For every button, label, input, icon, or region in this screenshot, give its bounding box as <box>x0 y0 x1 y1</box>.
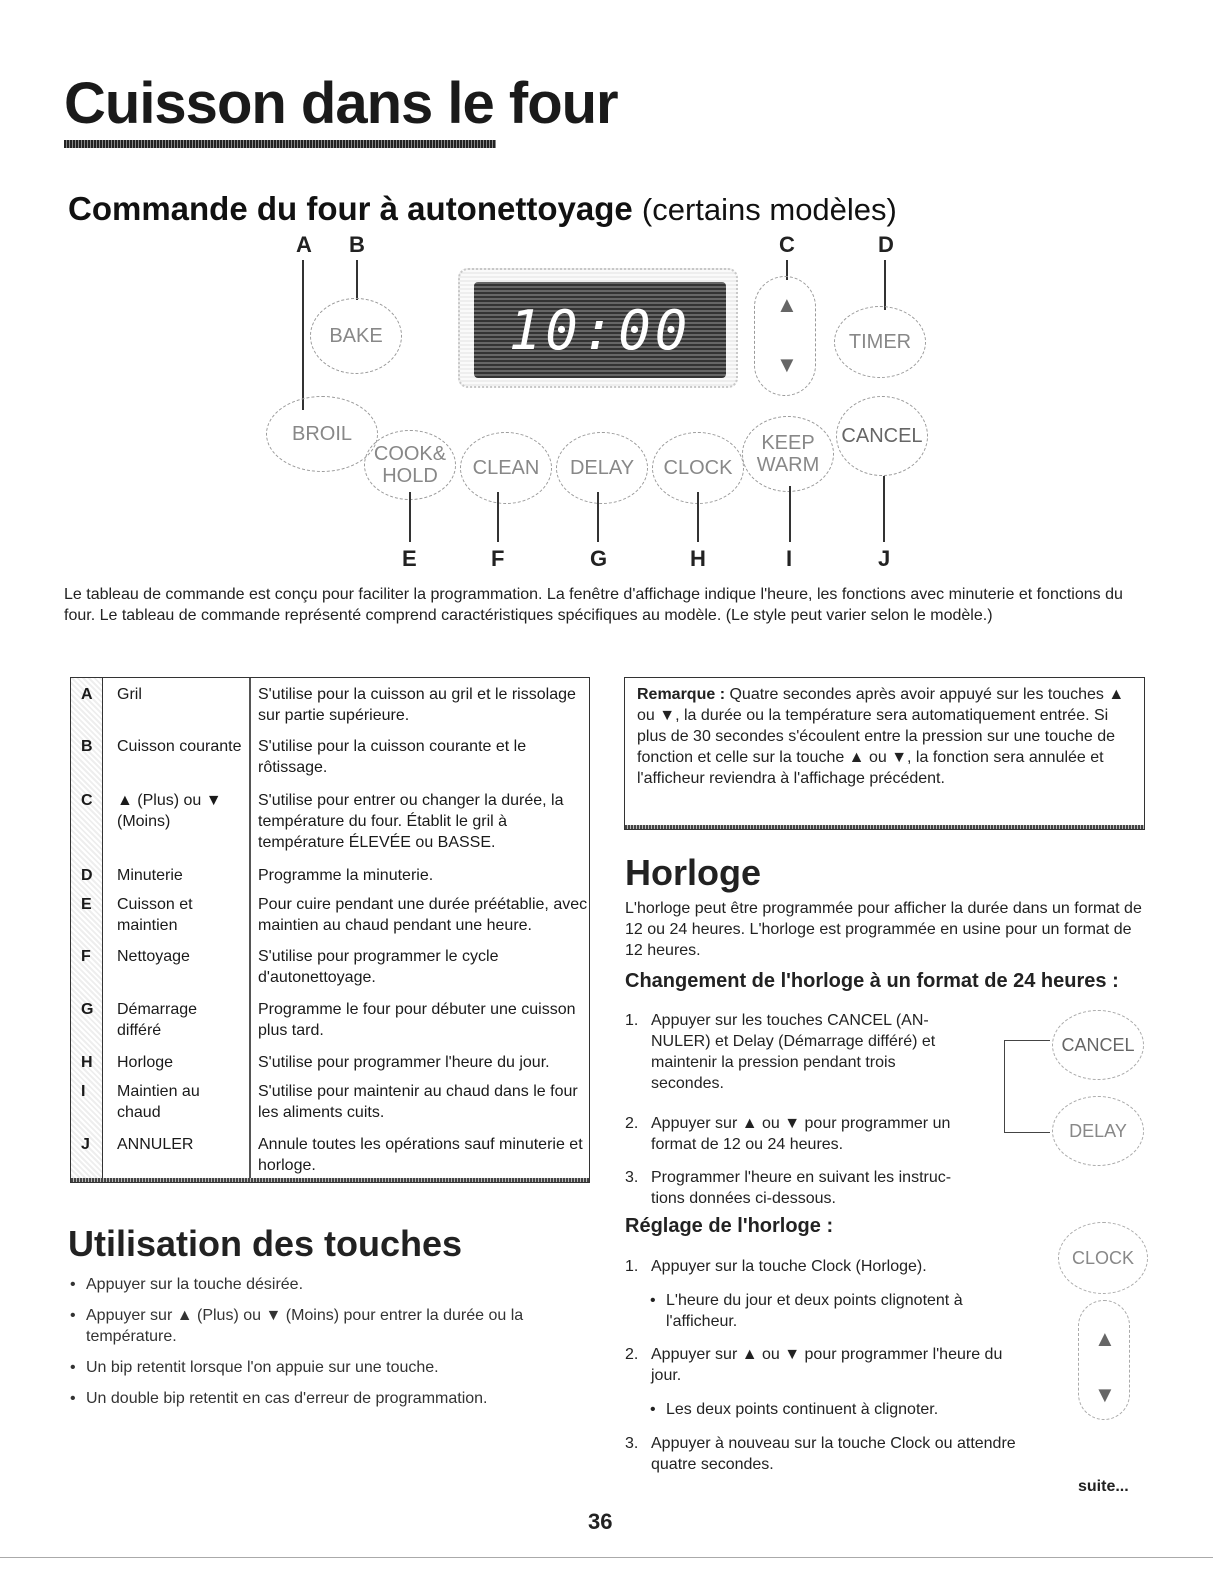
continued-label: suite... <box>1078 1478 1129 1495</box>
control-panel-diagram <box>0 0 1213 580</box>
step-text: Appuyer sur ▲ ou ▼ pour programmer l'heure du jour. <box>651 1346 1003 1384</box>
cook-hold-button <box>364 430 456 500</box>
label-e: E <box>402 546 417 571</box>
change-format-heading: Changement de l'horloge à un format de 24 heures : <box>625 970 1119 992</box>
step-number: 2. <box>625 1115 639 1132</box>
step-number: 3. <box>625 1435 639 1452</box>
step-bullet: • <box>650 1292 656 1309</box>
row-desc: Annule toutes les opérations sauf minuterie et horloge. <box>258 1136 583 1174</box>
step-text: L'heure du jour et deux points clignotent à l'afficheur. <box>666 1292 963 1330</box>
label-b: B <box>349 232 365 257</box>
step-number: 1. <box>625 1012 639 1029</box>
row-name: Démarrage différé <box>117 1001 198 1039</box>
cancel-button: CANCEL <box>836 396 928 476</box>
step-number: 1. <box>625 1258 639 1275</box>
list-item: • Un bip retentit lorsque l'on appuie sur une touche. <box>70 1357 570 1378</box>
row-name: Gril <box>117 686 142 703</box>
row-desc: Programme le four pour débuter une cuisson plus tard. <box>258 1001 576 1039</box>
row-desc: S'utilise pour programmer l'heure du jour. <box>258 1054 550 1071</box>
cook-hold-line-1: COOK& <box>373 443 447 465</box>
label-f: F <box>491 546 505 571</box>
key-table-divider <box>249 678 251 1182</box>
row-name: Cuisson et maintien <box>117 896 193 934</box>
note-text: Quatre secondes après avoir appuyé sur les touches ▲ ou ▼, la durée ou la température sera automatiquement entrée. Si plus de 30 secondes s'écoulent entre la pression sur une touche de fonction et celle sur la touche ▲ ou ▼, la fonction sera annulée et l'afficheur reviendra à l'affichage précédent. <box>637 686 1125 787</box>
broil-button: BROIL <box>266 396 378 472</box>
step-text: Appuyer à nouveau sur la touche Clock ou attendre quatre secondes. <box>651 1435 1016 1473</box>
list-item: • Appuyer sur ▲ (Plus) ou ▼ (Moins) pour entrer la durée ou la température. <box>70 1305 570 1347</box>
step-bullet: • <box>650 1401 656 1418</box>
step-number: 3. <box>625 1169 639 1186</box>
up-arrow-icon: ▲ <box>776 292 798 317</box>
section-heading-sub: (certains modèles) <box>641 192 897 227</box>
row-name: Maintien au chaud <box>117 1083 200 1121</box>
step-text: Programmer l'heure en suivant les instruc-tions données ci-dessous. <box>651 1169 952 1207</box>
label-i: I <box>786 546 793 571</box>
row-letter: F <box>81 948 91 965</box>
row-desc: S'utilise pour la cuisson courante et le rôtissage. <box>258 738 527 776</box>
cancel-side-button: CANCEL <box>1052 1010 1144 1080</box>
step-text: Appuyer sur les touches CANCEL (AN-NULER) et Delay (Démarrage différé) et maintenir la pression pendant trois secondes. <box>651 1012 936 1092</box>
leader-e <box>409 492 411 542</box>
cook-hold-line-2: HOLD <box>382 465 438 487</box>
clean-button: CLEAN <box>460 432 552 504</box>
footer-rule <box>0 1557 1213 1558</box>
panel-intro: Le tableau de commande est conçu pour faciliter la programmation. La fenêtre d'affichage indique l'heure, les fonctions avec minuterie et fonctions du four. Le tableau de commande représenté comprend caractéristiques spécifiques au modèle. (Le style peut varier selon le modèle.) <box>64 586 1123 624</box>
bake-button: BAKE <box>310 298 402 374</box>
label-g: G <box>590 546 608 571</box>
row-letter: H <box>81 1054 93 1071</box>
row-letter: E <box>81 896 92 913</box>
horloge-heading: Horloge <box>625 852 762 893</box>
row-name: ANNULER <box>117 1136 194 1153</box>
delay-button: DELAY <box>556 432 648 504</box>
label-d: D <box>878 232 894 257</box>
set-clock-heading: Réglage de l'horloge : <box>625 1215 834 1237</box>
keep-warm-line-1: KEEP <box>761 432 815 454</box>
leader-d <box>884 260 886 310</box>
leader-a <box>302 260 304 410</box>
note-box <box>624 677 1145 830</box>
step-text: Appuyer sur ▲ ou ▼ pour programmer un format de 12 ou 24 heures. <box>651 1115 951 1153</box>
note-bottom-rule <box>625 825 1144 829</box>
display-time: 10:00 <box>508 298 692 362</box>
row-name: Horloge <box>117 1054 174 1071</box>
utilisation-heading: Utilisation des touches <box>68 1223 463 1264</box>
clock-button: CLOCK <box>652 432 744 504</box>
keep-warm-button <box>742 416 834 492</box>
step-text: Appuyer sur la touche Clock (Horloge). <box>651 1258 927 1275</box>
note-lead: Remarque : <box>637 686 726 703</box>
delay-side-button: DELAY <box>1052 1096 1144 1166</box>
display-screen <box>474 282 726 378</box>
clock-side-button: CLOCK <box>1058 1222 1148 1294</box>
step-text: Les deux points continuent à clignoter. <box>666 1401 939 1418</box>
label-h: H <box>690 546 706 571</box>
keep-warm-line-2: WARM <box>756 454 820 476</box>
row-name: Cuisson courante <box>117 738 242 755</box>
row-letter: G <box>81 1001 94 1018</box>
down-arrow-icon: ▼ <box>1094 1382 1116 1407</box>
row-letter: J <box>81 1136 90 1153</box>
row-letter: B <box>81 738 93 755</box>
horloge-intro: L'horloge peut être programmée pour afficher la durée dans un format de 12 ou 24 heures. L'horloge est programmée en usine pour un format de 12 heures. <box>625 900 1142 959</box>
down-arrow-icon: ▼ <box>776 352 798 377</box>
step-number: 2. <box>625 1346 639 1363</box>
row-name: ▲ (Plus) ou ▼ (Moins) <box>117 792 222 830</box>
timer-button: TIMER <box>834 306 926 378</box>
row-letter: C <box>81 792 93 809</box>
up-arrow-icon: ▲ <box>1094 1326 1116 1351</box>
row-letter: A <box>81 686 93 703</box>
list-item: • Un double bip retentit en cas d'erreur de programmation. <box>70 1388 570 1409</box>
leader-j <box>883 476 885 542</box>
row-letter: D <box>81 867 93 884</box>
clock-display <box>458 268 738 388</box>
row-name: Nettoyage <box>117 948 190 965</box>
bracket-connector <box>1004 1040 1050 1133</box>
row-desc: S'utilise pour programmer le cycle d'autonettoyage. <box>258 948 499 986</box>
leader-f <box>497 492 499 542</box>
list-item: • Appuyer sur la touche désirée. <box>70 1274 570 1295</box>
key-table <box>70 677 590 1183</box>
utilisation-list <box>70 1274 570 1419</box>
label-a: A <box>296 232 312 257</box>
leader-g <box>597 492 599 542</box>
leader-i <box>789 486 791 542</box>
row-desc: S'utilise pour maintenir au chaud dans le four les aliments cuits. <box>258 1083 578 1121</box>
row-letter: I <box>81 1083 86 1100</box>
page-title: Cuisson dans le four <box>64 71 618 136</box>
page-number: 36 <box>588 1509 613 1534</box>
key-table-bottom-rule <box>71 1178 589 1182</box>
label-c: C <box>779 232 795 257</box>
row-desc: Programme la minuterie. <box>258 867 434 884</box>
row-desc: S'utilise pour entrer ou changer la durée, la température du four. Établit le gril à température ÉLEVÉE ou BASSE. <box>258 792 564 851</box>
row-desc: Pour cuire pendant une durée préétablie, avec maintien au chaud pendant une heure. <box>258 896 588 934</box>
label-j: J <box>878 546 891 571</box>
leader-h <box>697 492 699 542</box>
section-heading-main: Commande du four à autonettoyage <box>68 190 633 227</box>
row-name: Minuterie <box>117 867 183 884</box>
leader-b <box>356 260 358 300</box>
row-desc: S'utilise pour la cuisson au gril et le rissolage sur partie supérieure. <box>258 686 576 724</box>
